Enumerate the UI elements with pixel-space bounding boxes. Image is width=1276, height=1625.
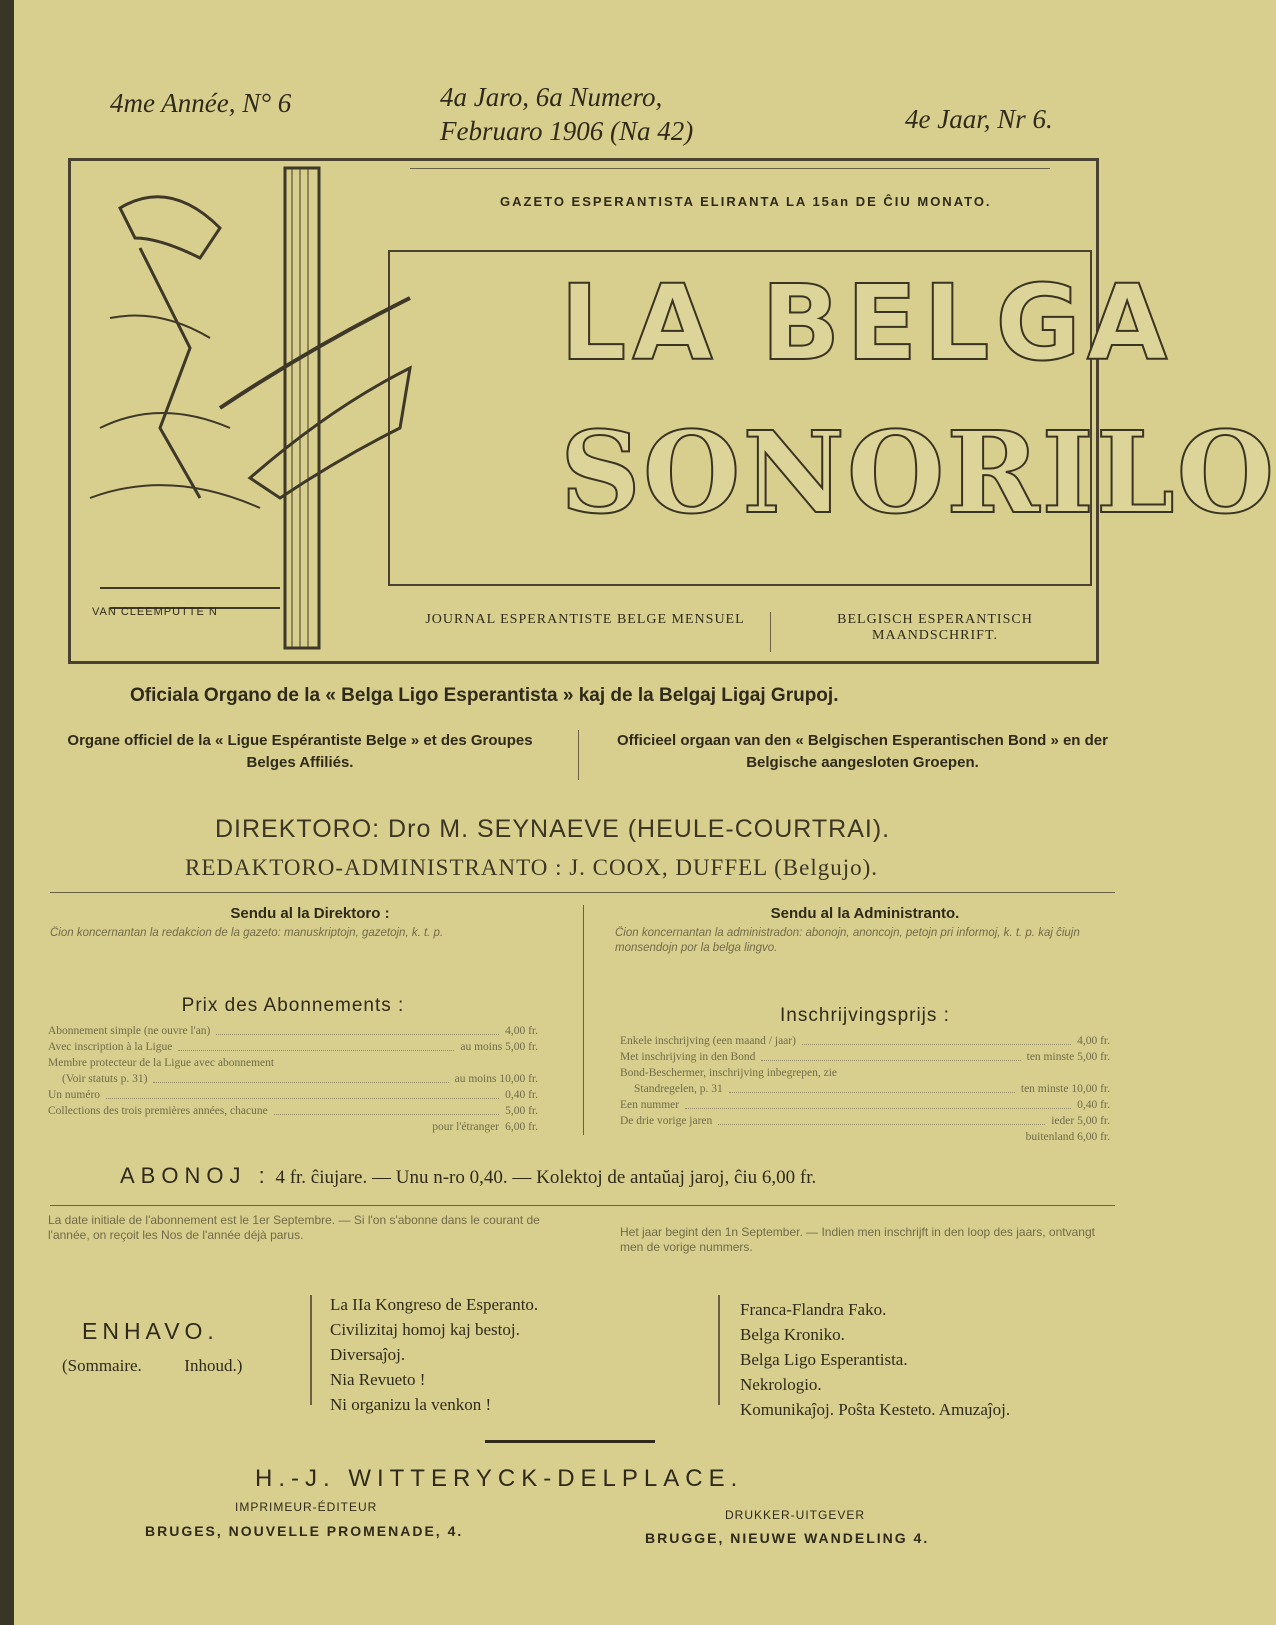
toc-item: Civilizitaj homoj kaj bestoj. xyxy=(330,1320,520,1339)
prices-nl-title: Inschrijvingsprijs : xyxy=(780,1005,950,1026)
price-row: Met inschrijving in den Bond ten minste 5,00 fr. xyxy=(620,1051,1110,1063)
printer-role-fr: IMPRIMEUR-ÉDITEUR xyxy=(235,1500,378,1514)
issue-eo-line1: 4a Jaro, 6a Numero, xyxy=(440,82,663,112)
center-divider xyxy=(583,905,584,1135)
issue-nl: 4e Jaar, Nr 6. xyxy=(905,104,1053,134)
abonoj-text: 4 fr. ĉiujare. — Unu n-ro 0,40. — Kolektoj de antaŭaj jaroj, ĉiu 6,00 fr. xyxy=(275,1167,817,1188)
toc-item: Franca-Flandra Fako. xyxy=(740,1300,887,1319)
organ-eo: Oficiala Organo de la « Belga Ligo Esperantista » kaj de la Belgaj Ligaj Grupoj. xyxy=(130,685,839,706)
price-row: pour l'étranger 6,00 fr. xyxy=(432,1121,538,1133)
issue-fr: 4me Année, N° 6 xyxy=(110,88,292,118)
toc-item: Nia Revueto ! xyxy=(330,1370,426,1389)
sendu-director-block xyxy=(50,905,570,941)
toc-column-1 xyxy=(330,1292,538,1417)
price-row: Avec inscription à la Ligue au moins 5,00 fr. xyxy=(48,1041,538,1053)
toc-item: Belga Ligo Esperantista. xyxy=(740,1350,908,1369)
price-row: Bond-Beschermer, inschrijving inbegrepen, zie xyxy=(620,1067,838,1079)
prices-nl xyxy=(620,1005,1110,1145)
masthead-caption-top: GAZETO ESPERANTISTA ELIRANTA LA 15an DE ĈIU MONATO. xyxy=(500,194,992,209)
illustrator-signature: VAN CLEEMPUTTE N xyxy=(92,606,218,618)
caption-divider xyxy=(770,612,771,652)
abonoj-line xyxy=(120,1163,816,1189)
issue-eo-line2: Februaro 1906 (Na 42) xyxy=(440,116,694,146)
price-row: De drie vorige jaren ieder 5,00 fr. xyxy=(620,1115,1110,1127)
toc-divider-right xyxy=(718,1295,720,1405)
printer-rule xyxy=(485,1440,655,1443)
sendu-director-title: Sendu al la Direktoro : xyxy=(230,905,390,922)
masthead-rule-top xyxy=(410,168,1050,169)
printer-address-fr: BRUGES, NOUVELLE PROMENADE, 4. xyxy=(145,1523,464,1539)
caption-fr: JOURNAL ESPERANTISTE BELGE MENSUEL xyxy=(425,612,745,627)
director-line: DIREKTORO: Dro M. SEYNAEVE (HEULE-COURTRAI). xyxy=(215,815,891,843)
rule-staff xyxy=(50,892,1115,893)
toc-item: Belga Kroniko. xyxy=(740,1325,845,1344)
title-la-belga: LA BELGA xyxy=(560,262,1174,384)
sendu-director-text: Ĉion koncernantan la redakcion de la gazeto: manuskriptojn, gazetojn, k. t. p. xyxy=(50,927,444,939)
toc-subtitle-nl: Inhoud.) xyxy=(184,1356,243,1375)
price-row: Collections des trois premières années, chacune 5,00 fr. xyxy=(48,1105,538,1117)
editor-line: REDAKTORO-ADMINISTRANTO : J. COOX, DUFFEL (Belgujo). xyxy=(185,855,879,880)
toc-item: Komunikaĵoj. Poŝta Kesteto. Amuzaĵoj. xyxy=(740,1400,1011,1419)
price-row: Enkele inschrijving (een maand / jaar) 4,00 fr. xyxy=(620,1035,1110,1047)
sendu-admin-title: Sendu al la Administranto. xyxy=(770,905,960,922)
toc-item: Ni organizu la venkon ! xyxy=(330,1395,492,1414)
abonoj-label: ABONOJ : xyxy=(120,1163,271,1188)
toc-item: La IIa Kongreso de Esperanto. xyxy=(330,1295,539,1314)
page-edge-shadow xyxy=(0,0,14,1625)
sendu-admin-text: Ĉion koncernantan la administradon: abonojn, anoncojn, petojn pri informoj, k. t. p. kaj ĉiujn monsendojn por la belga lingvo. xyxy=(615,927,1080,954)
toc-title: ENHAVO. xyxy=(82,1318,219,1344)
prices-fr xyxy=(48,995,538,1135)
printer-name: H.-J. WITTERYCK-DELPLACE. xyxy=(255,1465,744,1492)
toc-column-2 xyxy=(740,1297,1010,1422)
price-row: (Voir statuts p. 31) au moins 10,00 fr. xyxy=(62,1073,538,1085)
printer-role-nl: DRUKKER-UITGEVER xyxy=(725,1508,866,1522)
organ-nl: Officieel orgaan van den « Belgischen Esperantischen Bond » en der Belgische aangesloten Groepen. xyxy=(617,732,1108,771)
price-row: Een nummer 0,40 fr. xyxy=(620,1099,1110,1111)
printer-address-nl: BRUGGE, NIEUWE WANDELING 4. xyxy=(645,1530,930,1546)
prices-fr-title: Prix des Abonnements : xyxy=(181,995,405,1016)
organ-fr: Organe officiel de la « Ligue Espérantiste Belge » et des Groupes Belges Affiliés. xyxy=(67,732,533,771)
bell-ringer-illustration xyxy=(80,168,410,648)
price-row: Un numéro 0,40 fr. xyxy=(48,1089,538,1101)
title-sonorilo: SONORILO xyxy=(560,408,1276,539)
toc-subtitle-fr: (Sommaire. xyxy=(62,1356,142,1375)
toc-divider-left xyxy=(310,1295,312,1405)
price-row: buitenland 6,00 fr. xyxy=(1025,1131,1110,1143)
caption-nl: BELGISCH ESPERANTISCH MAANDSCHRIFT. xyxy=(837,612,1033,643)
toc-subtitle xyxy=(62,1356,242,1376)
price-row: Standregelen, p. 31 ten minste 10,00 fr. xyxy=(634,1083,1110,1095)
toc-item: Nekrologio. xyxy=(740,1375,822,1394)
organ-divider xyxy=(578,730,579,780)
note-fr: La date initiale de l'abonnement est le 1er Septembre. — Si l'on s'abonne dans le courant de l'année, on reçoit les Nos de l'année déjà parus. xyxy=(48,1213,540,1242)
price-row: Membre protecteur de la Ligue avec abonnement xyxy=(48,1057,275,1069)
note-nl: Het jaar begint den 1n September. — Indien men inschrijft in den loop des jaars, ontvangt men de vorige nummers. xyxy=(620,1225,1095,1254)
rule-abonoj xyxy=(50,1205,1115,1206)
sendu-admin-block xyxy=(615,905,1115,956)
price-row: Abonnement simple (ne ouvre l'an) 4,00 fr. xyxy=(48,1025,538,1037)
toc-item: Diversaĵoj. xyxy=(330,1345,406,1364)
